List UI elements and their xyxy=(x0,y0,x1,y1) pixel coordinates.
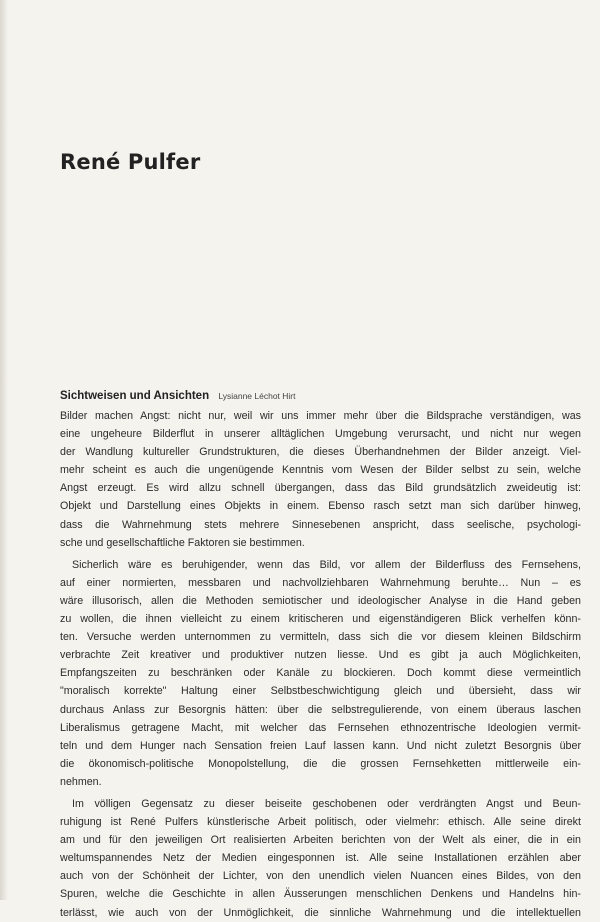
text-line: Objekt und Darstellung eines Objekts in einem. Ebenso rasch setzt man sich darüber hinweg, xyxy=(60,500,581,513)
text-line: die ökonomisch-politische Monopolstellung, die die grossen Fernsehketten mittlerweile ein- xyxy=(60,757,581,770)
text-line: Spuren, welche die Geschichte in allen Äusserungen menschlichen Denkens und Handelns hin- xyxy=(60,888,581,901)
text-line: Bilder machen Angst: nicht nur, weil wir uns immer mehr über die Bildsprache verständigen, was xyxy=(60,410,581,422)
paragraph-1 xyxy=(60,407,581,552)
text-line: nehmen. xyxy=(60,775,102,788)
text-line: "moralisch korrekte" Haltung einer Selbstbeschwichtigung gleich und übersieht, dass wir xyxy=(60,685,581,698)
text-line: Angst erzeugt. Es wird allzu schnell übergangen, dass das Bild grundsätzlich zweideutig ist: xyxy=(60,482,581,495)
text-line: am und für den jeweiligen Ort realisierten Arbeiten berichten von der Welt als einer, die in ein xyxy=(60,834,581,847)
text-line: Im völligen Gegensatz zu dieser beiseite geschobenen oder verdrängten Angst und Beun- xyxy=(72,797,581,810)
text-line: Empfangszeiten zu beschränken oder Kanäle zu blockieren. Doch kommt diese vermeintlich xyxy=(60,667,581,680)
paragraph-2 xyxy=(60,556,581,791)
text-line: auf einer normierten, messbaren und nachvollziehbaren Wahrnehmung beruhte… Nun – es xyxy=(60,576,581,589)
text-line: Liberalismus getragene Macht, mit welcher das Fernsehen ethnozentrische Ideologien vermit- xyxy=(60,721,581,734)
text-line: ruhigung ist René Pulfers künstlerische Arbeit politisch, oder vielmehr: ethisch. Alle seine direkt xyxy=(60,816,581,829)
text-line: mehr scheint es auch die ungenügende Kenntnis vom Wesen der Bilder selbst zu sein, welche xyxy=(60,464,581,477)
text-line: terlässt, wie auch von der Unmöglichkeit, die sinnliche Wahrnehmung und die intellektuellen xyxy=(60,906,581,919)
text-line: teln und dem Hunger nach Sensation freien Lauf lassen kann. Und nicht zuletzt Besorgnis über xyxy=(60,739,581,752)
article-heading: Sichtweisen und Ansichten xyxy=(60,390,210,402)
text-line: weltumspannendes Netz der Medien eingesponnen ist. Alle seine Installationen erzählen aber xyxy=(60,852,581,865)
text-line: auch von der Schönheit der Lichter, von den unendlich vielen Nuancen eines Bildes, von den xyxy=(60,870,581,883)
text-line: der Wandlung kultureller Grundstrukturen, die dieses Überhandnehmen der Bilder anzeigt. Viel- xyxy=(60,446,581,459)
text-line: sche und gesellschaftliche Faktoren sie bestimmen. xyxy=(60,536,305,549)
page-title: René Pulfer xyxy=(60,150,201,174)
text-line: dass die Wahrnehmung stets mehrere Sinnesebenen anspricht, dass seelische, psychologi- xyxy=(60,518,581,531)
text-line: ten. Versuche werden unternommen zu vermitteln, dass sich die vor diesem kleinen Bildschirm xyxy=(60,631,581,644)
paragraph-3 xyxy=(60,795,581,922)
text-line: eine ungeheure Bilderflut in unserer alltäglichen Umgebung verursacht, und nicht nur wegen xyxy=(60,428,581,441)
text-line: durchaus Anlass zur Besorgnis hätten: über die selbstregulierende, von einem überaus laschen xyxy=(60,703,581,716)
text-line: zu wollen, die ihnen vielleicht zu einem kritischeren und eigenständigeren Blick verhelfen könn- xyxy=(60,613,581,626)
article-heading-line xyxy=(60,389,581,404)
article xyxy=(60,389,581,922)
article-author: Lysianne Léchot Hirt xyxy=(218,391,296,401)
page-binding-edge xyxy=(0,0,8,900)
text-line: verbrachte Zeit kreativer und produktiver nutzen liesse. Und es gibt ja auch Möglichkeiten, xyxy=(60,649,581,662)
text-line: wäre illusorisch, allen die Methoden semiotischer und ideologischer Analyse in die Hand geben xyxy=(60,594,581,607)
text-line: Sicherlich wäre es beruhigender, wenn das Bild, vor allem der Bilderfluss des Fernsehens, xyxy=(72,558,581,571)
